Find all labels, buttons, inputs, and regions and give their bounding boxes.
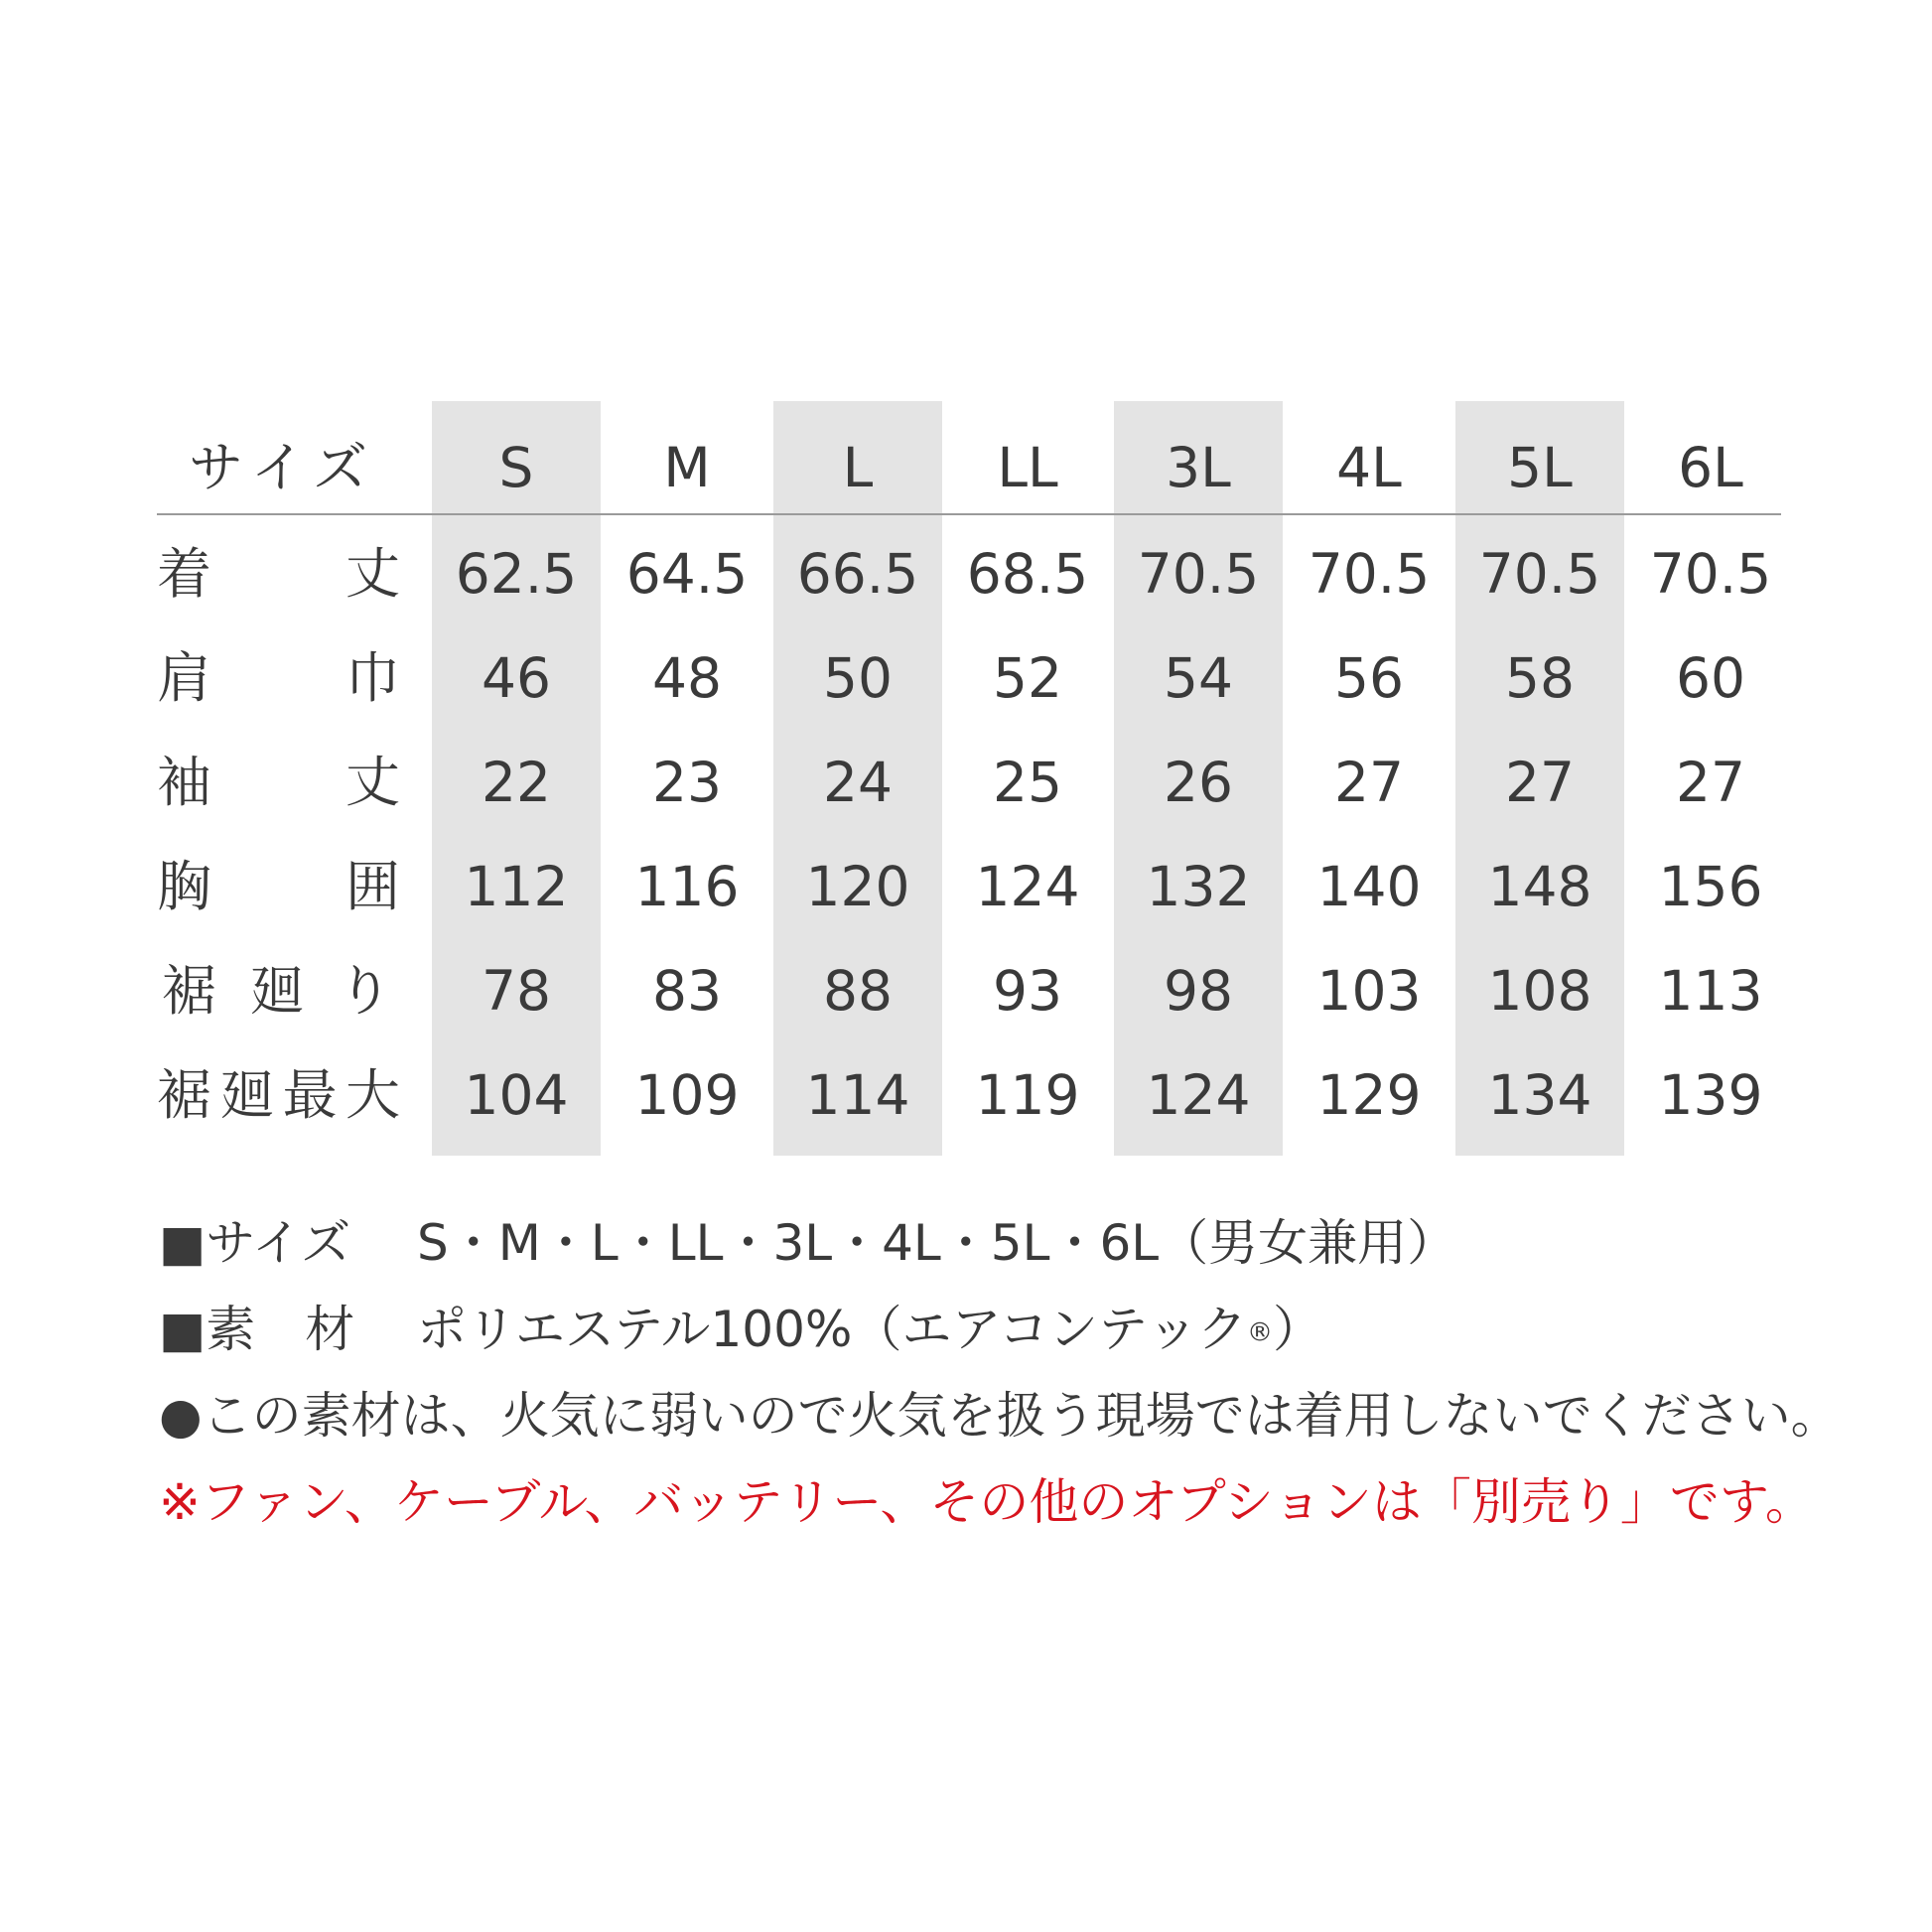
note-size (159, 1210, 1456, 1276)
cell-hem-4l: 103 (1316, 959, 1422, 1023)
cell-chest-3l: 132 (1146, 855, 1251, 918)
header-divider (157, 513, 1781, 515)
cell-shoulder-width-ll: 52 (993, 646, 1062, 710)
cell-hem-max-s: 104 (464, 1063, 569, 1127)
cell-body-length-5l: 70.5 (1478, 542, 1601, 606)
note-size-key: ■サイズ (159, 1214, 351, 1272)
size-header-m: M (663, 436, 711, 499)
cell-hem-max-l: 114 (805, 1063, 910, 1127)
row-label-body-length: 着 丈 (157, 542, 400, 606)
cell-body-length-m: 64.5 (625, 542, 749, 606)
cell-chest-4l: 140 (1316, 855, 1422, 918)
cell-shoulder-width-s: 46 (482, 646, 551, 710)
cell-body-length-ll: 68.5 (966, 542, 1089, 606)
cell-shoulder-width-4l: 56 (1334, 646, 1404, 710)
cell-body-length-s: 62.5 (455, 542, 578, 606)
cell-chest-6l: 156 (1658, 855, 1763, 918)
header-label-size: サ イ ズ (189, 436, 367, 499)
cell-shoulder-width-m: 48 (652, 646, 722, 710)
note-material-key: ■素 材 (159, 1301, 355, 1358)
cell-chest-s: 112 (464, 855, 569, 918)
cell-sleeve-length-s: 22 (482, 751, 551, 814)
cell-sleeve-length-5l: 27 (1505, 751, 1575, 814)
note-material (159, 1297, 1322, 1366)
cell-chest-ll: 124 (975, 855, 1080, 918)
cell-body-length-l: 66.5 (796, 542, 919, 606)
cell-chest-m: 116 (634, 855, 740, 918)
row-label-hem: 裾 廻 り (162, 959, 392, 1023)
cell-hem-max-m: 109 (634, 1063, 740, 1127)
note-options-sold-separately: ※ファン、ケーブル、バッテリー、その他のオプションは「別売り」です。 (159, 1473, 1815, 1531)
cell-sleeve-length-l: 24 (823, 751, 893, 814)
cell-hem-m: 83 (652, 959, 722, 1023)
row-label-chest: 胸 囲 (157, 855, 400, 918)
note-size-value: S・M・L・LL・3L・4L・5L・6L（男女兼用） (417, 1214, 1457, 1272)
cell-hem-3l: 98 (1164, 959, 1233, 1023)
cell-hem-5l: 108 (1487, 959, 1592, 1023)
registered-mark: ® (1246, 1317, 1273, 1348)
size-header-5l: 5L (1507, 436, 1573, 499)
size-header-6l: 6L (1678, 436, 1743, 499)
size-header-l: L (842, 436, 874, 499)
note-fire-warning: ●この素材は、火気に弱いので火気を扱う現場では着用しないでください。 (159, 1387, 1841, 1445)
cell-hem-max-6l: 139 (1658, 1063, 1763, 1127)
row-label-hem-max: 裾 廻 最 大 (157, 1063, 400, 1127)
cell-sleeve-length-m: 23 (652, 751, 722, 814)
cell-hem-6l: 113 (1658, 959, 1763, 1023)
size-header-ll: LL (997, 436, 1058, 499)
cell-hem-ll: 93 (993, 959, 1062, 1023)
cell-shoulder-width-3l: 54 (1164, 646, 1233, 710)
row-label-sleeve-length: 袖 丈 (157, 751, 400, 814)
cell-chest-l: 120 (805, 855, 910, 918)
cell-sleeve-length-3l: 26 (1164, 751, 1233, 814)
size-header-4l: 4L (1336, 436, 1402, 499)
cell-shoulder-width-5l: 58 (1505, 646, 1575, 710)
cell-shoulder-width-6l: 60 (1676, 646, 1745, 710)
cell-sleeve-length-ll: 25 (993, 751, 1062, 814)
cell-body-length-3l: 70.5 (1137, 542, 1260, 606)
cell-hem-l: 88 (823, 959, 893, 1023)
row-label-shoulder-width: 肩 巾 (157, 646, 400, 710)
cell-hem-max-3l: 124 (1146, 1063, 1251, 1127)
cell-sleeve-length-4l: 27 (1334, 751, 1404, 814)
cell-body-length-4l: 70.5 (1308, 542, 1431, 606)
cell-hem-max-5l: 134 (1487, 1063, 1592, 1127)
size-header-s: S (498, 436, 534, 499)
note-material-value: ポリエステル100%（エアコンテック (417, 1301, 1247, 1358)
cell-sleeve-length-6l: 27 (1676, 751, 1745, 814)
cell-hem-max-4l: 129 (1316, 1063, 1422, 1127)
note-material-close: ） (1272, 1301, 1322, 1358)
cell-hem-s: 78 (482, 959, 551, 1023)
cell-body-length-6l: 70.5 (1649, 542, 1772, 606)
cell-chest-5l: 148 (1487, 855, 1592, 918)
cell-hem-max-ll: 119 (975, 1063, 1080, 1127)
size-header-3l: 3L (1166, 436, 1231, 499)
cell-shoulder-width-l: 50 (823, 646, 893, 710)
